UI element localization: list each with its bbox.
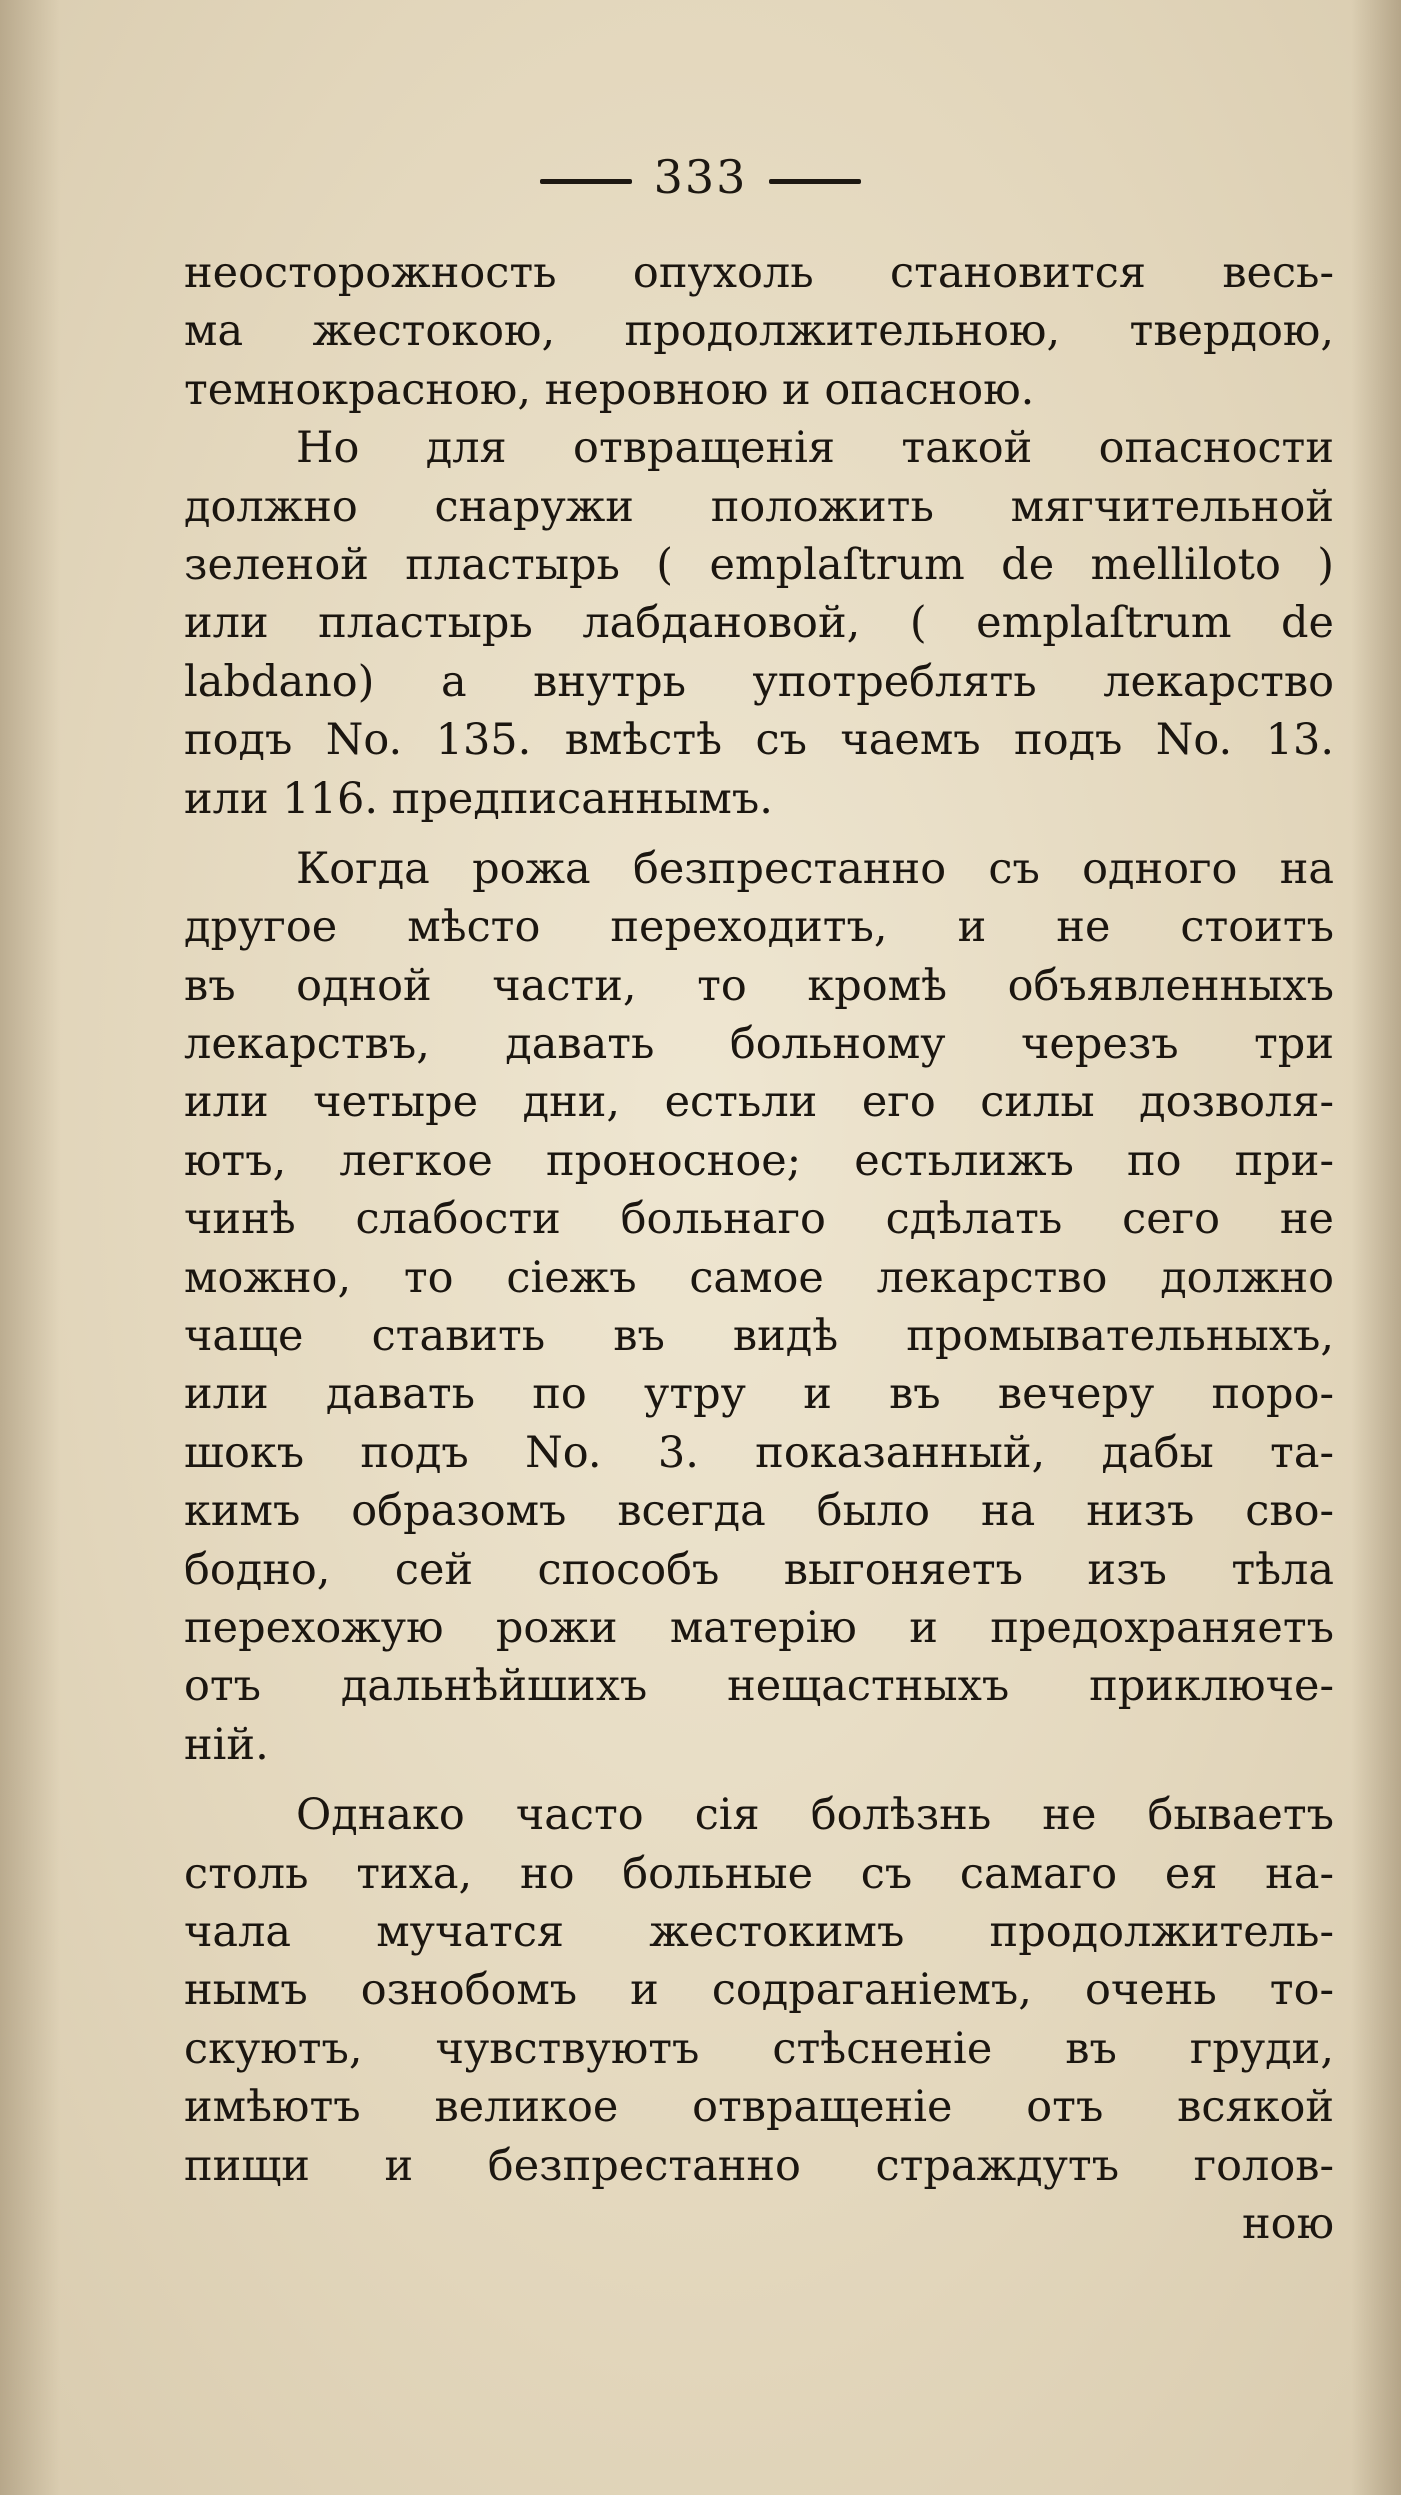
text-line: ма жестокою, продолжительною, твердою, [184,306,1334,357]
page-number: 333 [653,150,748,204]
text-line: или четыре дни, естьли его силы дозволя- [184,1077,1334,1128]
text-line: чаще ставить въ видѣ промывательныхъ, [184,1311,1334,1362]
text-line: шокъ подъ No. 3. показанный, дабы та- [184,1427,1334,1478]
text-line: лекарствъ, давать больному черезъ три [184,1019,1334,1070]
page-edge-shadow [1351,0,1401,2495]
text-line: должно снаружи положить мягчительной [184,481,1334,532]
catchword: ною [1242,2198,1334,2249]
text-line: или 116. предписаннымъ. [184,773,773,824]
page-gutter-shadow [0,0,60,2495]
text-line: зеленой пластырь ( emplaſtrum de melliloto ) [184,539,1334,590]
text-line: нымъ ознобомъ и содраганіемъ, очень то- [184,1965,1334,2016]
text-line: отъ дальнѣйшихъ нещастныхъ приключе- [184,1661,1334,1712]
text-line: темнокрасною, неровною и опасною. [184,364,1035,415]
text-line: чинѣ слабости больнаго сдѣлать сего не [184,1194,1334,1245]
text-line: кимъ образомъ всегда было на низъ сво- [184,1486,1334,1537]
text-line: или давать по утру и въ вечеру поро- [184,1369,1334,1420]
text-line: пищи и безпрестанно страждутъ голов- [184,2140,1334,2191]
text-line: другое мѣсто переходитъ, и не стоитъ [184,902,1334,953]
text-line: неосторожность опухоль становится весь- [184,248,1334,298]
text-line: Когда рожа безпрестанно съ одного на [296,843,1334,894]
text-line: или пластырь лабдановой, ( emplaſtrum de [184,598,1334,649]
text-line: Но для отвращенія такой опасности [296,423,1334,474]
text-line: столь тиха, но больные съ самаго ея на- [184,1848,1334,1899]
text-line: ній. [184,1719,269,1770]
text-line: ютъ, легкое проносное; естьлижъ по при- [184,1135,1334,1186]
text-line: Однако часто сія болѣзнь не бываетъ [296,1790,1334,1841]
text-line: можно, то сіежъ самое лекарство должно [184,1252,1334,1303]
header-dash-left [540,179,632,184]
text-line: имѣютъ великое отвращеніе отъ всякой [184,2082,1334,2133]
text-line: чала мучатся жестокимъ продолжитель- [184,1906,1334,1957]
text-line: въ одной части, то кромѣ объявленныхъ [184,960,1334,1011]
text-line: перехожую рожи матерію и предохраняетъ [184,1602,1334,1653]
text-line: подъ No. 135. вмѣстѣ съ чаемъ подъ No. 13. [184,715,1334,766]
page-header [0,150,1401,204]
header-dash-right [769,179,861,184]
text-line: скуютъ, чувствуютъ стѣсненіе въ груди, [184,2023,1334,2074]
text-line: labdano) а внутрь употреблять лекарство [184,656,1334,707]
body-text [184,244,1334,2253]
text-line: бодно, сей способъ выгоняетъ изъ тѣла [184,1544,1334,1595]
